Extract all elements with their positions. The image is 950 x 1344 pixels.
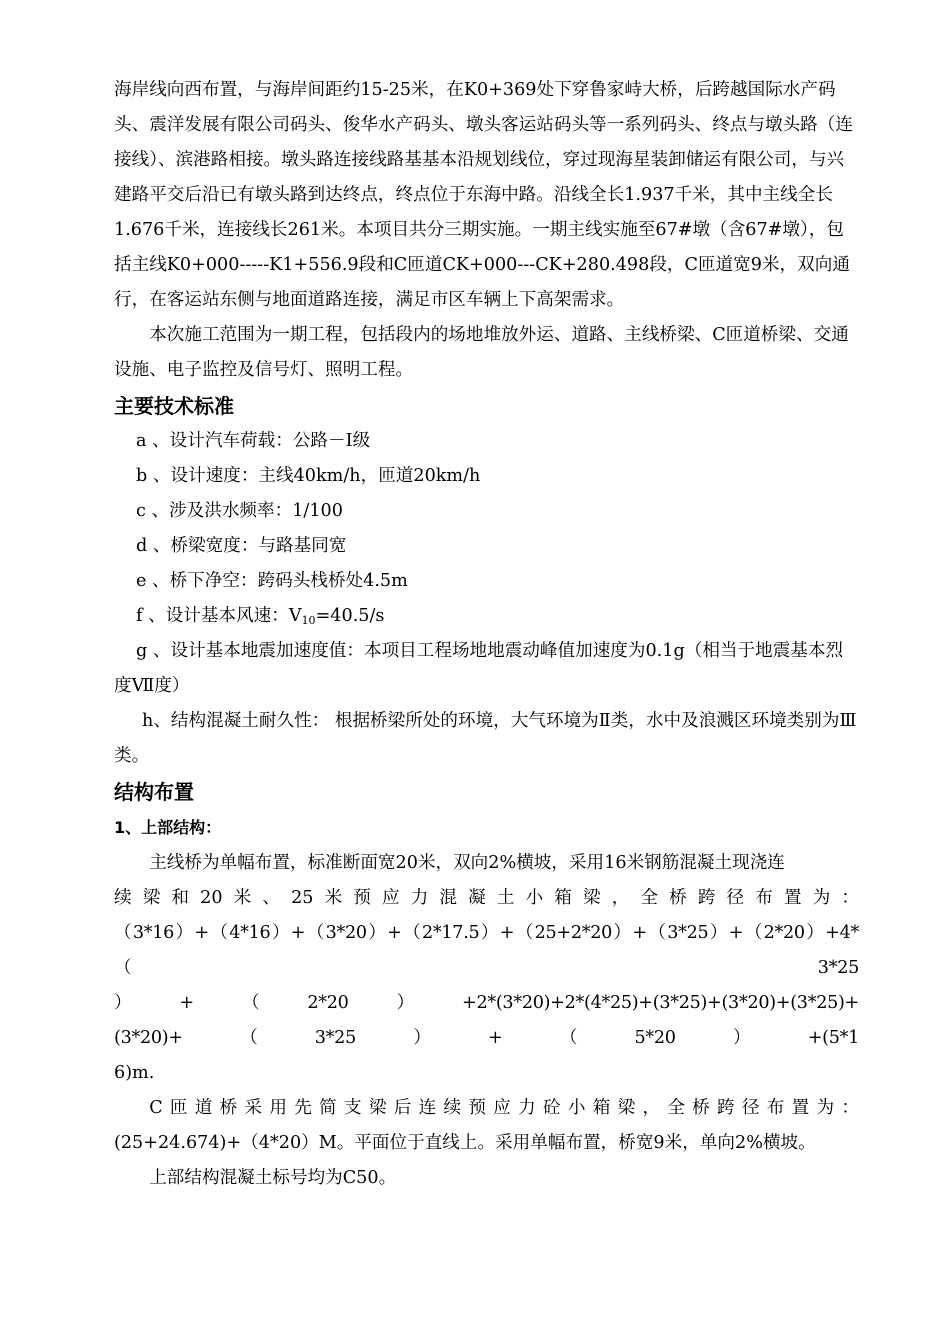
main-bridge-line-1: 主线桥为单幅布置，标准断面宽20米，双向2%横坡，采用16米钢筋混凝土现浇连 xyxy=(149,853,785,873)
main-bridge-line-4: ）+（2*20）+2*(3*20)+2*(4*25)+(3*25)+(3*20)+(3*25)+(3*20)+（3*25）+（5*20）+(5*1 xyxy=(114,993,859,1048)
ramp-bridge-line-2: (25+24.674)+（4*20）M。平面位于直线上。采用单幅布置，桥宽9米，单向2%横坡。 xyxy=(114,1133,816,1153)
standard-item-f xyxy=(114,599,859,634)
standard-item-g: g 、设计基本地震加速度值：本项目工程场地地震动峰值加速度为0.1g（相当于地震基本烈度Ⅶ度） xyxy=(114,641,844,696)
standard-item-h: h、结构混凝土耐久性： 根据桥梁所处的环境，大气环境为Ⅱ类，水中及浪溅区环境类别为Ⅲ类。 xyxy=(114,711,857,766)
concrete-grade-paragraph: 上部结构混凝土标号均为C50。 xyxy=(149,1168,397,1188)
overview-paragraph: 海岸线向西布置，与海岸间距约15-25米，在K0+369处下穿鲁家峙大桥，后跨越国际水产码头、震洋发展有限公司码头、俊华水产码头、墩头客运站码头等一系列码头、终点与墩头路（连接线）、滨港路相接。墩头路连接线路基基本沿规划线位，穿过现海星装卸储运有限公司，与兴建路平交后沿已有墩头路到达终点，终点位于东海中路。沿线全长1.937千米，其中主线全长1.676千米，连接线长261米。本项目共分三期实施。一期主线实施至67#墩（含67#墩），包括主线K0+000-----K1+556.9段和C匝道CK+000---CK+280.498段，C匝道宽9米，双向通行，在客运站东侧与地面道路连接，满足市区车辆上下高架需求。 xyxy=(114,80,853,310)
main-bridge-line-5: 6)m. xyxy=(114,1063,155,1083)
document-body xyxy=(114,73,859,1196)
standard-item-a: a 、设计汽车荷载：公路－Ⅰ级 xyxy=(136,431,371,451)
wind-speed-value: =40.5/s xyxy=(315,606,385,626)
main-bridge-line-2: 续梁和20米、25米预应力混凝土小箱梁，全桥跨径布置为： xyxy=(114,888,859,908)
standard-item-e: e 、桥下净空：跨码头栈桥处4.5m xyxy=(136,571,408,591)
standard-item-c: c 、涉及洪水频率：1/100 xyxy=(136,501,343,521)
ramp-bridge-line-1: C匝道桥采用先简支梁后连续预应力砼小箱梁，全桥跨径布置为： xyxy=(149,1098,859,1118)
main-bridge-line-3: （3*16）+（4*16）+（3*20）+（2*17.5）+（25+2*20）+（3*25）+（2*20）+4*（3*25 xyxy=(114,923,859,978)
standard-item-d: d 、桥梁宽度：与路基同宽 xyxy=(136,536,347,556)
superstructure-subheading: 1、上部结构： xyxy=(114,818,222,837)
structure-heading: 结构布置 xyxy=(114,780,194,804)
wind-speed-subscript: 10 xyxy=(301,614,316,627)
scope-paragraph: 本次施工范围为一期工程，包括段内的场地堆放外运、道路、主线桥梁、C匝道桥梁、交通设施、电子监控及信号灯、照明工程。 xyxy=(114,325,849,380)
standard-item-b: b 、设计速度：主线40km/h，匝道20km/h xyxy=(136,466,481,486)
wind-speed-label: f 、设计基本风速：V xyxy=(136,606,302,626)
standards-heading: 主要技术标准 xyxy=(114,394,234,418)
